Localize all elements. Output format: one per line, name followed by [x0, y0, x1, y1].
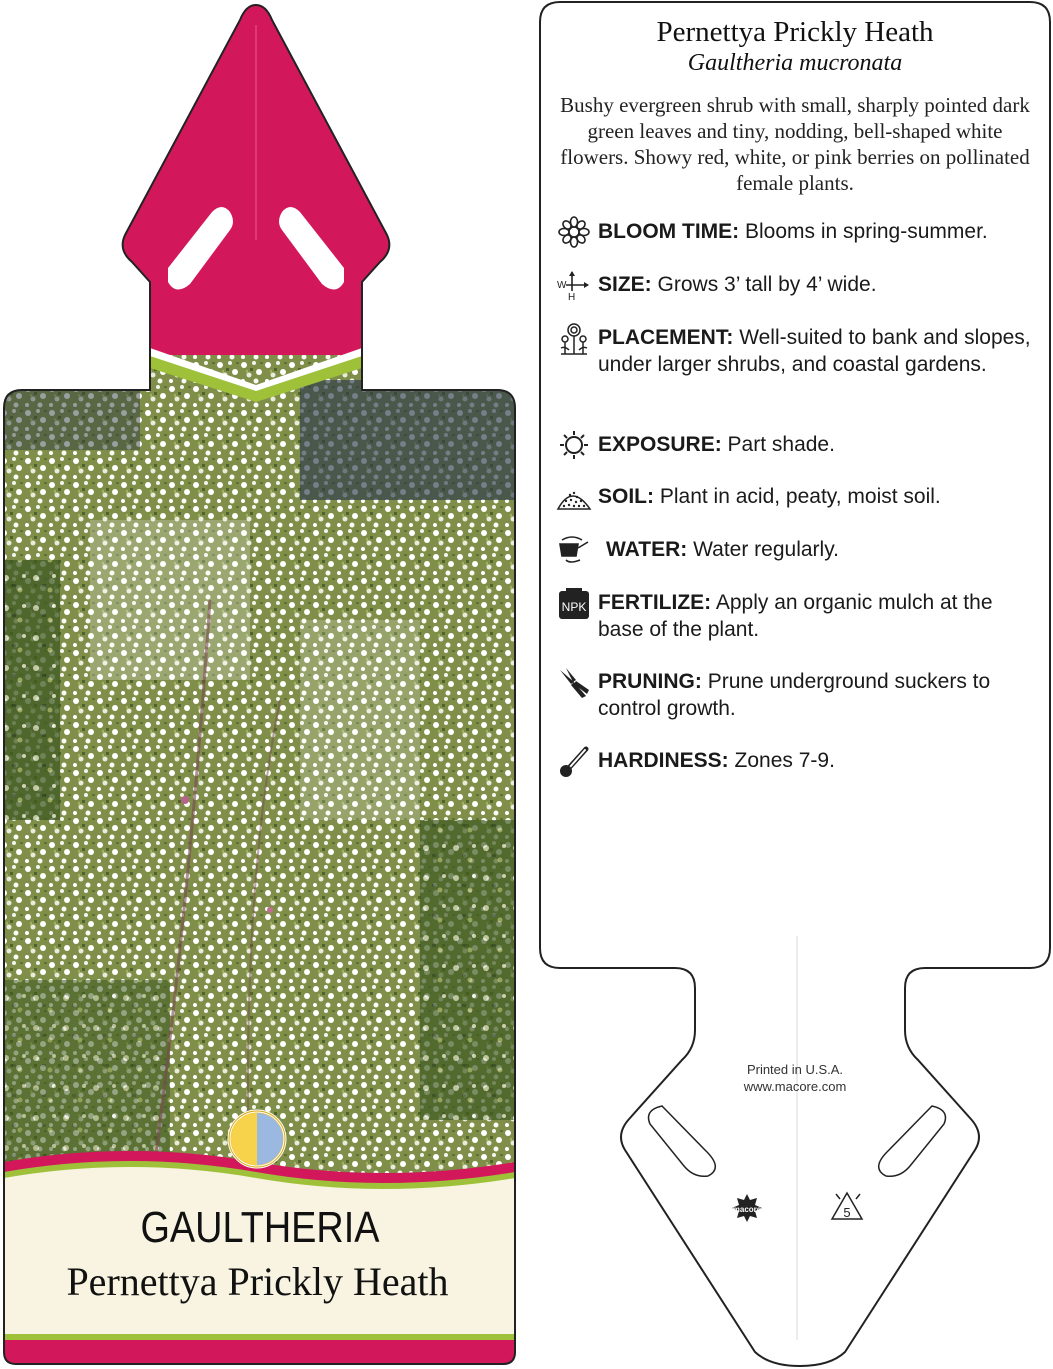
info-value: Blooms in spring-summer. [745, 220, 988, 243]
info-label: PLACEMENT: [598, 326, 734, 349]
info-label: BLOOM TIME: [598, 220, 740, 243]
watering-can-icon [556, 534, 592, 568]
flower-icon [556, 216, 592, 250]
info-value: Grows 3’ tall by 4’ wide. [657, 273, 877, 296]
sun-icon [556, 429, 592, 463]
info-label: SOIL: [598, 485, 654, 508]
info-value: Prune underground suckers to control growth. [598, 670, 991, 720]
npk-icon [556, 587, 592, 621]
printed-line-2: www.macore.com [743, 1079, 847, 1094]
back-title: Pernettya Prickly Heath [656, 16, 934, 48]
info-label: EXPOSURE: [598, 433, 722, 456]
info-label: SIZE: [598, 273, 652, 296]
info-value: Plant in acid, peaty, moist soil. [659, 485, 941, 508]
info-label: WATER: [606, 538, 688, 561]
thermometer-icon [556, 745, 592, 779]
recycle-number: 5 [843, 1205, 851, 1220]
part-shade-badge [229, 1111, 285, 1167]
info-label: PRUNING: [598, 670, 702, 693]
front-common-name: Pernettya Prickly Heath [66, 1259, 449, 1304]
npk-label: NPK [561, 600, 587, 614]
back-description: Bushy evergreen shrub with small, sharply pointed dark green leaves and tiny, nodding, bell-shaped white flowers. Showy red, white, or pink berries on pollinated female plants. [560, 93, 1030, 195]
size-icon-h: H [568, 292, 576, 303]
macore-logo-text: macore [732, 1205, 762, 1214]
front-genus-name: GAULTHERIA [140, 1203, 380, 1252]
printed-notice [710, 1061, 880, 1095]
info-value: Apply an organic mulch at the base of the plant. [598, 591, 993, 641]
info-value: Zones 7-9. [734, 749, 835, 772]
soil-icon [556, 481, 592, 515]
back-latin-name: Gaultheria mucronata [687, 50, 903, 76]
size-icon [556, 269, 592, 303]
plant-photo [0, 350, 530, 1210]
placement-icon [556, 322, 592, 356]
info-value: Well-suited to bank and slopes, under larger shrubs, and coastal gardens. [598, 326, 1031, 376]
pruners-icon [556, 666, 592, 700]
info-value: Part shade. [727, 433, 835, 456]
info-value: Water regularly. [693, 538, 839, 561]
printed-line-1: Printed in U.S.A. [746, 1062, 844, 1077]
info-label: HARDINESS: [598, 749, 729, 772]
info-label: FERTILIZE: [598, 591, 712, 614]
size-icon-w: W [557, 280, 567, 291]
